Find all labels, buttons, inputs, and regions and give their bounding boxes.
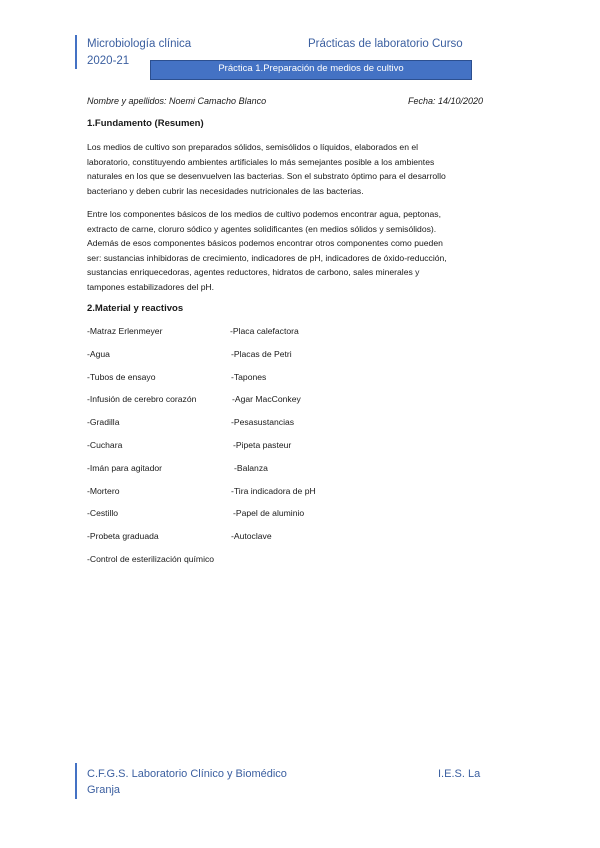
- header-right-title: Prácticas de laboratorio Curso: [308, 38, 463, 50]
- material-right: -Pipeta pasteur: [233, 440, 292, 450]
- material-right: -Tapones: [231, 372, 267, 382]
- footer-school: I.E.S. La: [438, 768, 481, 780]
- paragraph-line: Entre los componentes básicos de los medios de cultivo podemos encontrar agua, peptonas,: [87, 209, 441, 219]
- material-right: -Agar MacConkey: [232, 394, 301, 404]
- section-heading-fundamento: 1.Fundamento (Resumen): [87, 118, 204, 129]
- practice-title-band: Práctica 1.Preparación de medios de cultivo: [150, 60, 472, 80]
- header-accent-bar: [75, 35, 77, 69]
- paragraph-line: sustancias enriquecedoras, agentes reductores, hidratos de carbono, sales minerales y: [87, 267, 420, 277]
- material-left: -Control de esterilización químico: [87, 554, 215, 564]
- material-left: -Agua: [87, 349, 110, 359]
- material-right: -Tira indicadora de pH: [231, 486, 316, 496]
- paragraph-line: naturales en los que se desenvuelven las bacterias. Son el substrato óptimo para el desarrollo: [87, 171, 446, 181]
- paragraph-line: tampones estabilizadores del pH.: [87, 281, 215, 292]
- paragraph-line: ser: sustancias inhibidoras de crecimiento, indicadores de pH, indicadores de óxido-reducción,: [87, 252, 447, 263]
- material-left: -Imán para agitador: [87, 463, 162, 473]
- practice-date: Fecha: 14/10/2020: [408, 96, 484, 106]
- course-title: Microbiología clínica: [87, 38, 192, 50]
- material-right: -Pesasustancias: [231, 417, 295, 427]
- material-right: -Placa calefactora: [230, 326, 299, 336]
- material-left: -Tubos de ensayo: [87, 372, 156, 382]
- material-right: -Placas de Petri: [231, 349, 292, 359]
- paragraph-line: Además de esos componentes básicos podemos encontrar otros componentes como pueden: [87, 238, 443, 248]
- paragraph-1: [87, 140, 519, 198]
- academic-year: 2020-21: [87, 55, 130, 67]
- material-left: -Mortero: [87, 486, 120, 496]
- paragraph-line: bacteriano y deben cubrir las necesidades nutricionales de las bacterias.: [87, 185, 364, 196]
- material-right: -Papel de aluminio: [233, 508, 305, 518]
- material-left: -Gradilla: [87, 417, 120, 427]
- material-left: -Matraz Erlenmeyer: [87, 326, 163, 336]
- paragraph-2: [87, 207, 519, 294]
- footer-school-cont: Granja: [87, 784, 121, 796]
- material-left: -Cuchara: [87, 440, 123, 450]
- section-heading-material: 2.Material y reactivos: [87, 303, 184, 314]
- paragraph-line: Los medios de cultivo son preparados sólidos, semisólidos o líquidos, elaborados en el: [87, 142, 419, 152]
- paragraph-line: laboratorio, constituyendo ambientes artificiales lo más semejantes posible a los ambientes: [87, 156, 435, 167]
- material-right: -Autoclave: [231, 531, 272, 541]
- material-right: -Balanza: [234, 463, 268, 473]
- material-left: -Infusión de cerebro corazón: [87, 394, 197, 404]
- footer-program: C.F.G.S. Laboratorio Clínico y Biomédico: [87, 768, 287, 780]
- student-name: Nombre y apellidos: Noemi Camacho Blanco: [87, 96, 267, 106]
- material-left: -Probeta graduada: [87, 531, 159, 541]
- footer-accent-bar: [75, 763, 77, 799]
- paragraph-line: extracto de carne, cloruro sódico y agentes solidificantes (en medios sólidos y semisólidos).: [87, 223, 437, 234]
- material-left: -Cestillo: [87, 508, 119, 518]
